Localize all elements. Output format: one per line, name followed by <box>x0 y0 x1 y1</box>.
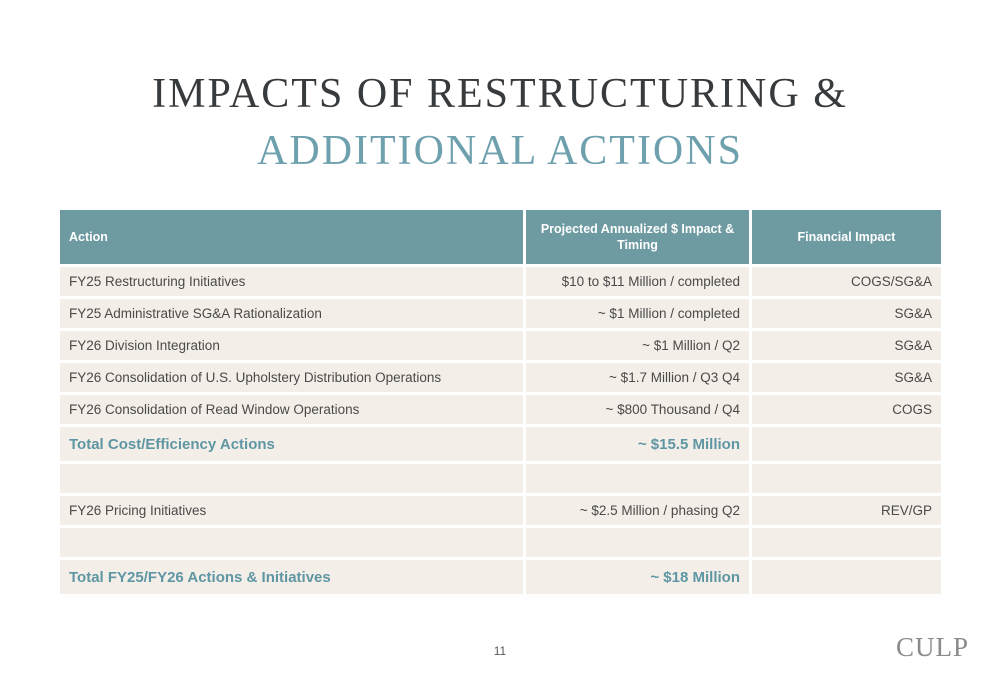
impact-cell: ~ $2.5 Million / phasing Q2 <box>526 496 749 525</box>
action-cell: FY26 Consolidation of U.S. Upholstery Distribution Operations <box>60 363 523 392</box>
impact-cell: ~ $1 Million / completed <box>526 299 749 328</box>
impact-cell: $10 to $11 Million / completed <box>526 267 749 296</box>
header-projected-impact: Projected Annualized $ Impact & Timing <box>526 210 749 264</box>
page-title <box>0 66 1000 180</box>
table-row <box>60 363 941 392</box>
title-line-1: IMPACTS OF RESTRUCTURING & <box>152 71 848 117</box>
table-row <box>60 395 941 424</box>
action-cell: FY25 Restructuring Initiatives <box>60 267 523 296</box>
financial-cell <box>752 560 941 594</box>
financial-cell <box>752 427 941 461</box>
financial-cell: SG&A <box>752 299 941 328</box>
table-body <box>60 267 941 594</box>
financial-cell: SG&A <box>752 363 941 392</box>
page-number: 11 <box>493 644 507 658</box>
impact-cell: ~ $1.7 Million / Q3 Q4 <box>526 363 749 392</box>
table-row <box>60 267 941 296</box>
impact-table <box>60 210 941 594</box>
impact-cell <box>526 464 749 493</box>
table-row <box>60 427 941 461</box>
financial-cell: REV/GP <box>752 496 941 525</box>
impact-cell: ~ $15.5 Million <box>526 427 749 461</box>
action-cell: FY26 Pricing Initiatives <box>60 496 523 525</box>
financial-cell: COGS <box>752 395 941 424</box>
table-row <box>60 331 941 360</box>
table-row <box>60 299 941 328</box>
action-cell: FY26 Consolidation of Read Window Operations <box>60 395 523 424</box>
impact-cell: ~ $800 Thousand / Q4 <box>526 395 749 424</box>
table-header-row <box>60 210 941 264</box>
action-cell: FY25 Administrative SG&A Rationalization <box>60 299 523 328</box>
financial-cell <box>752 528 941 557</box>
action-cell <box>60 464 523 493</box>
table-row <box>60 464 941 493</box>
financial-cell: SG&A <box>752 331 941 360</box>
action-cell: Total Cost/Efficiency Actions <box>60 427 523 461</box>
action-cell: Total FY25/FY26 Actions & Initiatives <box>60 560 523 594</box>
impact-cell <box>526 528 749 557</box>
table-row <box>60 560 941 594</box>
header-financial-impact: Financial Impact <box>752 210 941 264</box>
action-cell <box>60 528 523 557</box>
financial-cell: COGS/SG&A <box>752 267 941 296</box>
financial-cell <box>752 464 941 493</box>
impact-cell: ~ $1 Million / Q2 <box>526 331 749 360</box>
action-cell: FY26 Division Integration <box>60 331 523 360</box>
impact-cell: ~ $18 Million <box>526 560 749 594</box>
culp-logo: CULP <box>895 632 969 662</box>
title-line-2: ADDITIONAL ACTIONS <box>257 128 743 174</box>
header-action: Action <box>60 210 523 264</box>
table-row <box>60 496 941 525</box>
table-row <box>60 528 941 557</box>
